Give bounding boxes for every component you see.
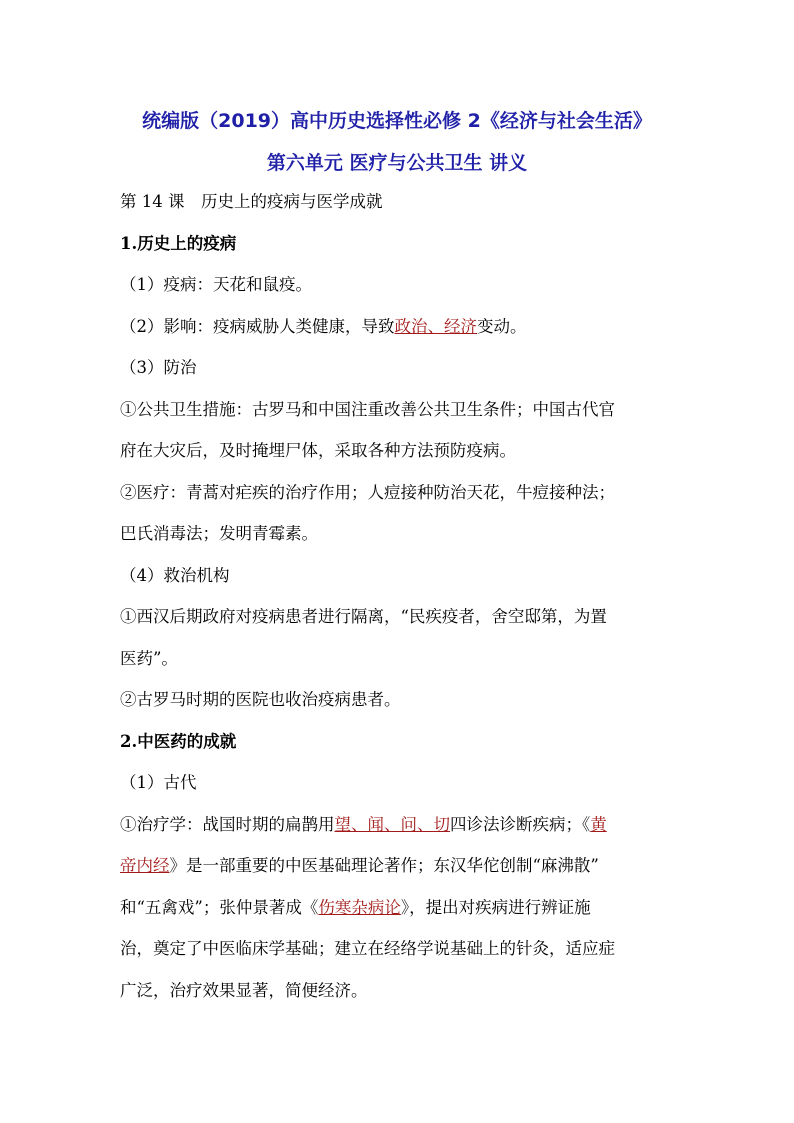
section1-heading: 1.历史上的疫病	[120, 234, 237, 253]
item2-highlight: 政治、经济	[394, 317, 477, 336]
section2-item1: （1）古代	[120, 773, 197, 792]
section1-item1: （1）疫病：天花和鼠疫。	[120, 275, 312, 294]
line1-highlight-book: 黄	[590, 815, 607, 834]
section2-heading: 2.中医药的成就	[120, 732, 237, 751]
section1-p3-line1: ①西汉后期政府对疫病患者进行隔离，“民疾疫者，舍空邸第，为置	[120, 607, 607, 626]
section1-item2	[120, 317, 527, 337]
section1-item4: （4）救治机构	[120, 566, 230, 585]
section2-line1	[120, 815, 607, 835]
section1-p2-line1: ②医疗：青蒿对疟疾的治疗作用；人痘接种防治天花，牛痘接种法；	[120, 483, 615, 502]
section1-item3: （3）防治	[120, 358, 197, 377]
item2-pre: （2）影响：疫病威胁人类健康，导致	[120, 317, 395, 336]
lesson-title: 第 14 课 历史上的疫病与医学成就	[120, 192, 383, 211]
line3-highlight-book: 伤寒杂病论	[318, 898, 401, 917]
section1-p1-line1: ①公共卫生措施：古罗马和中国注重改善公共卫生条件；中国古代官	[120, 400, 615, 419]
line3-post: 》，提出对疾病进行辨证施	[400, 898, 591, 917]
document-title: 统编版（2019）高中历史选择性必修 2《经济与社会生活》	[142, 110, 652, 132]
section2-line5: 广泛，治疗效果显著，简便经济。	[120, 981, 368, 1000]
section1-p1-line2: 府在大灾后，及时掩埋尸体，采取各种方法预防疫病。	[120, 441, 516, 460]
section1-p3-line2: 医药”。	[120, 649, 178, 668]
section1-p2-line2: 巴氏消毒法；发明青霉素。	[120, 524, 318, 543]
line3-pre: 和“五禽戏”；张仲景著成《	[120, 898, 319, 917]
line2-post: 》是一部重要的中医基础理论著作；东汉华佗创制“麻沸散”	[169, 856, 599, 875]
section2-line3	[120, 898, 591, 918]
section1-p4: ②古罗马时期的医院也收治疫病患者。	[120, 690, 401, 709]
section2-line4: 治，奠定了中医临床学基础；建立在经络学说基础上的针灸，适应症	[120, 939, 615, 958]
line1-pre: ①治疗学：战国时期的扁鹊用	[120, 815, 335, 834]
document-subtitle: 第六单元 医疗与公共卫生 讲义	[266, 152, 528, 174]
line1-highlight-methods: 望、闻、问、切	[334, 815, 450, 834]
line1-mid: 四诊法诊断疾病；《	[450, 815, 591, 834]
line2-highlight-book: 帝内经	[120, 856, 170, 875]
section2-line2	[120, 856, 599, 876]
item2-post: 变动。	[477, 317, 527, 336]
